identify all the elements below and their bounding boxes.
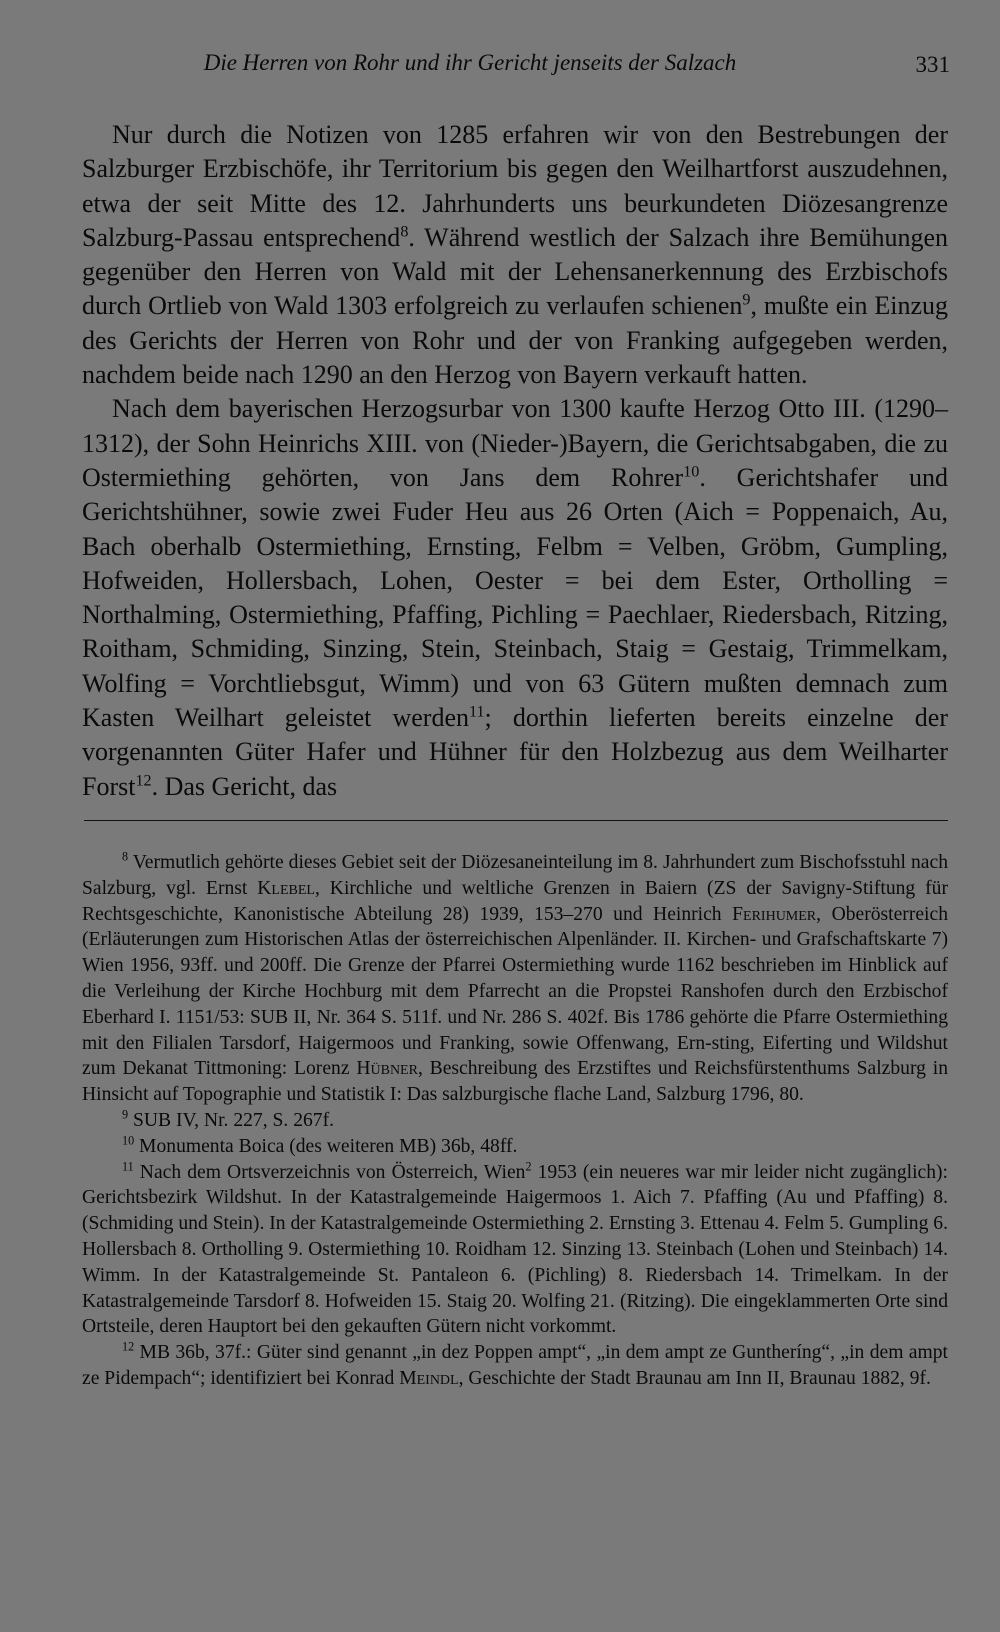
footnote-text: Nach dem Ortsverzeichnis von Österreich, Wien (139, 1161, 526, 1183)
paragraph-text: . Während westlich der Salzach ihre Bemühungen gegenüber den Herren von Wald mit der Lehensanerkennung des Erzbischofs durch Ortlieb von Wald 1303 erfolgreich zu verlaufen schienen (82, 222, 948, 321)
footnote-text: SUB IV, Nr. 227, S. 267f. (132, 1109, 335, 1131)
running-title: Die Herren von Rohr und ihr Gericht jenseits der Salzach (203, 50, 737, 75)
footnote-ref: 11 (469, 703, 485, 721)
author-name: Klebel (257, 877, 315, 899)
paragraph (82, 118, 948, 392)
footnote-number: 11 (122, 1159, 134, 1174)
footnote-number: 9 (122, 1107, 129, 1122)
author-name: Hübner (356, 1058, 418, 1080)
footnote-10 (82, 1134, 948, 1160)
paragraph-text: Nur durch die Notizen von 1285 erfahren wir von den Bestrebungen der Salzburger Erzbischöfe, ihr Territorium bis gegen den Weilhartforst auszudehnen, etwa der seit Mitte des 12. Jahrhunderts uns beurkundeten Diözesangrenze Salzburg-Passau entsprechend (82, 120, 948, 252)
footnote-12 (82, 1340, 948, 1392)
paragraph-text: , mußte ein Einzug des Gerichts der Herren von Rohr und der von Franking aufgegeben werden, nachdem beide nach 1290 an den Herzog von Bayern verkauft hatten. (82, 291, 948, 390)
footnote-8 (82, 850, 948, 1108)
footnote-text: , Beschreibung des Erzstiftes und Reichsfürstenthums Salzburg in Hinsicht auf Topographie und Statistik I: Das salzburgische flache Land, Salzburg 1796, 80. (82, 1058, 948, 1106)
footnote-text: , Kirchliche und weltliche Grenzen in Baiern (ZS der Savigny-Stiftung für Rechtsgeschichte, Kanonistische Abteilung 28) 1939, 153–270 und Heinrich (82, 877, 948, 925)
footnotes (82, 850, 948, 1392)
main-text (82, 118, 948, 804)
footnote-number: 12 (122, 1339, 135, 1354)
footnote-text: , Geschichte der Stadt Braunau am Inn II, Braunau 1882, 9f. (458, 1367, 931, 1389)
footnote-text: , Oberösterreich (Erläuterungen zum Historischen Atlas der österreichischen Alpenländer. II. Kirchen- und Grafschaftskarte 7) Wien 1956, 93ff. und 200ff. Die Grenze der Pfarrei Ostermiething wurde 1162 beschrieben im Hinblick auf die Verleihung der Kirche Hochburg mit dem Pfarrecht an die Propstei Ranshofen durch den Erzbischof Eberhard I. 1151/53: SUB II, Nr. 364 S. 511f. und Nr. 286 S. 402f. Bis 1786 gehörte die Pfarre Ostermiething mit den Filialen Tarsdorf, Haigermoos und Franking, sowie Offenwang, Ern-sting, Eiferting und Wildshut zum Dekanat Tittmoning: Lorenz (82, 903, 948, 1080)
footnote-ref: 12 (135, 771, 152, 789)
footnote-11 (82, 1160, 948, 1341)
paragraph-text: Nach dem bayerischen Herzogsurbar von 1300 kaufte Herzog Otto III. (1290–1312), der Sohn Heinrichs XIII. von (Nieder-)Bayern, die Gerichtsabgaben, die zu Ostermiething gehörten, von Jans dem Rohrer (82, 394, 948, 492)
author-name: Ferihumer (732, 903, 817, 925)
footnote-ref: 9 (742, 291, 751, 309)
footnote-9 (82, 1108, 948, 1134)
author-name: Meindl (399, 1367, 459, 1389)
paragraph-text: . Das Gericht, das (151, 771, 338, 801)
footnote-divider (84, 820, 948, 821)
footnote-text: MB 36b, 37f.: Güter sind genannt „in dez Poppen ampt“, „in dem ampt ze Guntheríng“, „in dem ampt ze Pidempach“; identifiziert bei Konrad (82, 1342, 948, 1389)
footnote-text: Monumenta Boica (des weiteren MB) 36b, 48ff. (139, 1135, 518, 1157)
footnote-number: 8 (122, 849, 129, 864)
page-number: 331 (915, 52, 950, 77)
footnote-text: Vermutlich gehörte dieses Gebiet seit der Diözesaneinteilung im 8. Jahrhundert zum Bischofsstuhl nach Salzburg, vgl. Ernst (82, 852, 949, 899)
paragraph-text: . Gerichtshafer und Gerichtshühner, sowie zwei Fuder Heu aus 26 Orten (Aich = Poppenaich, Au, Bach oberhalb Ostermiething, Ernsting, Felbm = Velben, Gröbm, Gumpling, Hofweiden, Hollersbach, Lohen, Oester = bei dem Ester, Ortholling = Northalming, Ostermiething, Pfaffing, Pichling = Paechlaer, Riedersbach, Ritzing, Roitham, Schmiding, Sinzing, Stein, Steinbach, Staig = Gestaig, Trimmelkam, Wolfing = Vorchtliebsgut, Wimm) und von 63 Gütern mußten demnach zum Kasten Weilhart geleistet werden (82, 462, 949, 733)
paragraph (82, 392, 948, 804)
footnote-ref: 8 (400, 223, 409, 241)
footnote-ref: 10 (683, 463, 700, 481)
paragraph-text: ; dorthin lieferten bereits einzelne der vorgenannten Güter Hafer und Hühner für den Holzbezug aus dem Weilharter Forst (82, 703, 949, 801)
edition-superscript: 2 (525, 1159, 532, 1174)
footnote-number: 10 (122, 1133, 135, 1148)
footnote-text: 1953 (ein neueres war mir leider nicht zugänglich): Gerichtsbezirk Wildshut. In der Katastralgemeinde Haigermoos 1. Aich 7. Pfaffing (Au und Pfaffing) 8. (Schmiding und Stein). In der Katastralgemeinde Ostermiething 2. Ernsting 3. Ettenau 4. Felm 5. Gumpling 6. Hollersbach 8. Ortholling 9. Ostermiething 10. Roidham 12. Sinzing 13. Steinbach (Lohen und Steinbach) 14. Wimm. In der Katastralgemeinde St. Pantaleon 6. (Pichling) 8. Riedersbach 14. Trimelkam. In der Katastralgemeinde Tarsdorf 8. Hofweiden 15. Staig 20. Wolfing 21. (Ritzing). Die eingeklammerten Orte sind Ortsteile, deren Hauptort bei den gekauften Gütern nicht vorkommt. (82, 1161, 948, 1338)
